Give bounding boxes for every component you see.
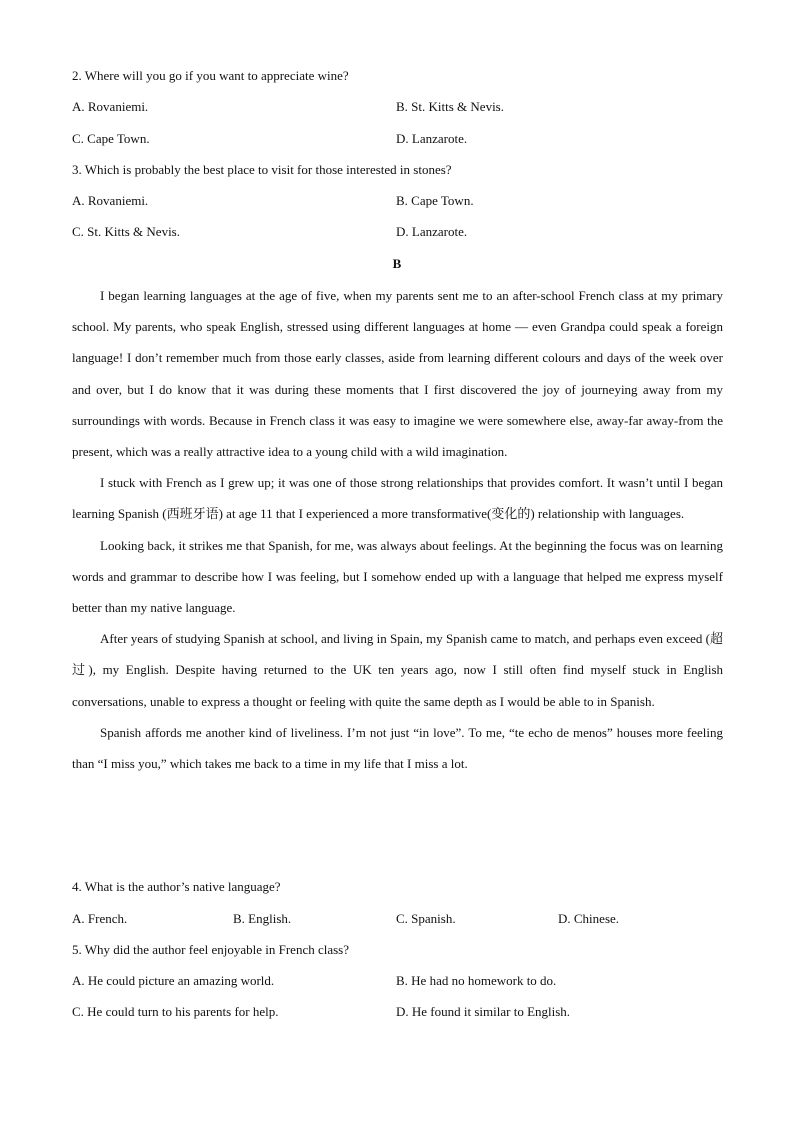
question-3-option-d: D. Lanzarote. <box>396 224 468 239</box>
question-4-option-b: B. English. <box>233 911 292 926</box>
question-2-option-b: B. St. Kitts & Nevis. <box>396 99 504 114</box>
question-3-option-b: B. Cape Town. <box>396 193 474 208</box>
question-3-option-c: C. St. Kitts & Nevis. <box>72 224 180 239</box>
question-5-option-a: A. He could picture an amazing world. <box>72 973 275 988</box>
passage <box>72 280 723 779</box>
passage-paragraph-2: I stuck with French as I grew up; it was one of those strong relationships that provides comfort. It wasn’t until I began learning Spanish (西班牙语) at age 11 that I experienced a more transformative(变化的) relationship with languages. <box>72 475 723 522</box>
passage-paragraph-1: I began learning languages at the age of five, when my parents sent me to an after-school French class at my primary school. My parents, who speak English, stressed using different languages at home — even Grandpa could speak a foreign language! I don’t remember much from those early classes, aside from learning different colours and days of the week over and over, but I do know that it was during these moments that I first discovered the joy of journeying away from my surroundings with words. Because in French class it was easy to imagine we were somewhere else, away-far away-from the present, which was a really attractive idea to a young child with a wild imagination. <box>72 288 723 460</box>
question-2-option-c: C. Cape Town. <box>72 131 150 146</box>
question-5-option-d: D. He found it similar to English. <box>396 1004 571 1019</box>
question-2-option-d: D. Lanzarote. <box>396 131 468 146</box>
question-5-stem: 5. Why did the author feel enjoyable in French class? <box>72 942 350 957</box>
section-title: B <box>392 256 402 271</box>
question-4-option-a: A. French. <box>72 911 128 926</box>
question-3-stem: 3. Which is probably the best place to visit for those interested in stones? <box>72 162 452 177</box>
question-2-stem: 2. Where will you go if you want to appreciate wine? <box>72 68 349 83</box>
question-4-option-c: C. Spanish. <box>396 911 456 926</box>
question-2-option-a: A. Rovaniemi. <box>72 99 149 114</box>
question-3-option-a: A. Rovaniemi. <box>72 193 149 208</box>
question-4-option-d: D. Chinese. <box>558 911 620 926</box>
passage-paragraph-3: Looking back, it strikes me that Spanish, for me, was always about feelings. At the beginning the focus was on learning words and grammar to describe how I was feeling, but I somehow ended up with a language that helped me express myself better than my native language. <box>72 537 723 616</box>
question-4-options <box>0 911 794 927</box>
question-5-option-b: B. He had no homework to do. <box>396 973 557 988</box>
question-5-option-c: C. He could turn to his parents for help. <box>72 1004 279 1019</box>
passage-paragraph-5: Spanish affords me another kind of liveliness. I’m not just “in love”. To me, “te echo de menos” houses more feeling than “I miss you,” which takes me back to a time in my life that I miss a lot. <box>72 724 723 772</box>
passage-paragraph-4: After years of studying Spanish at school, and living in Spain, my Spanish came to match, and perhaps even exceed (超过), my English. Despite having returned to the UK ten years ago, now I still often find myself stuck in English conversations, unable to express a thought or feeling with quite the same depth as I would be able to in Spanish. <box>72 631 723 709</box>
question-4-stem: 4. What is the author’s native language? <box>72 879 281 894</box>
